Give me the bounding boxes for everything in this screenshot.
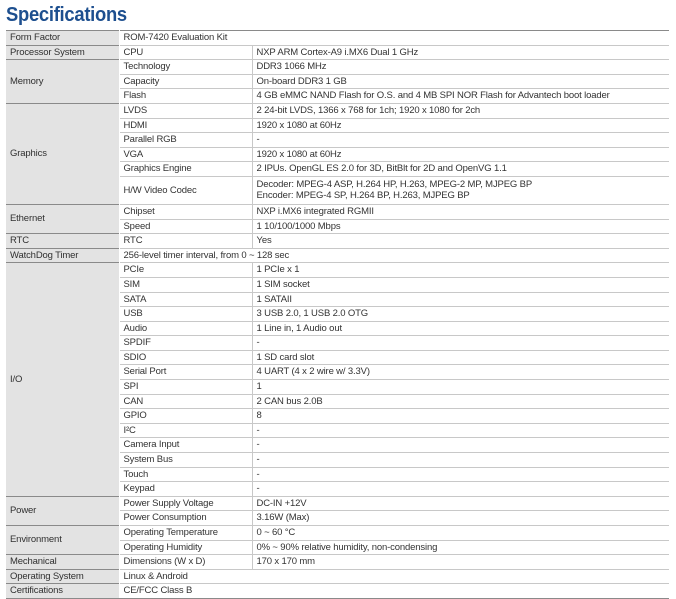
spec-row — [6, 263, 669, 278]
spec-value: 256-level timer interval, from 0 ~ 128 sec — [119, 248, 669, 263]
spec-value: 1 SD card slot — [252, 350, 669, 365]
spec-value: - — [252, 423, 669, 438]
category-rtc: RTC — [6, 234, 119, 249]
spec-value: - — [252, 467, 669, 482]
spec-value: 2 24-bit LVDS, 1366 x 768 for 1ch; 1920 x 1080 for 2ch — [252, 103, 669, 118]
spec-value: 3.16W (Max) — [252, 511, 669, 526]
spec-value: 1 SATAII — [252, 292, 669, 307]
spec-label: Audio — [119, 321, 252, 336]
category-processor-system: Processor System — [6, 45, 119, 60]
spec-value: - — [252, 133, 669, 148]
spec-label: Dimensions (W x D) — [119, 555, 252, 570]
spec-label: Chipset — [119, 204, 252, 219]
spec-value: Linux & Android — [119, 569, 669, 584]
spec-row — [6, 31, 669, 46]
category-form-factor: Form Factor — [6, 31, 119, 46]
spec-value: 1 PCIe x 1 — [252, 263, 669, 278]
spec-value: 4 GB eMMC NAND Flash for O.S. and 4 MB SPI NOR Flash for Advantech boot loader — [252, 89, 669, 104]
spec-value: 1920 x 1080 at 60Hz — [252, 118, 669, 133]
spec-label: Flash — [119, 89, 252, 104]
spec-label: Keypad — [119, 482, 252, 497]
spec-row — [6, 526, 669, 541]
spec-value: 170 x 170 mm — [252, 555, 669, 570]
spec-value: CE/FCC Class B — [119, 584, 669, 599]
spec-label: Operating Humidity — [119, 540, 252, 555]
spec-value — [252, 176, 669, 204]
spec-value: 1920 x 1080 at 60Hz — [252, 147, 669, 162]
spec-row — [6, 584, 669, 599]
spec-value: 0 ~ 60 °C — [252, 526, 669, 541]
spec-label: PCIe — [119, 263, 252, 278]
spec-label: I²C — [119, 423, 252, 438]
spec-label: H/W Video Codec — [119, 176, 252, 204]
spec-label: VGA — [119, 147, 252, 162]
spec-row — [6, 60, 669, 75]
spec-row — [6, 45, 669, 60]
spec-label: RTC — [119, 234, 252, 249]
spec-value: 1 10/100/1000 Mbps — [252, 219, 669, 234]
spec-label: Technology — [119, 60, 252, 75]
spec-label: Parallel RGB — [119, 133, 252, 148]
category-watchdog-timer: WatchDog Timer — [6, 248, 119, 263]
spec-value: 1 SIM socket — [252, 277, 669, 292]
spec-label: SPDIF — [119, 336, 252, 351]
spec-label: HDMI — [119, 118, 252, 133]
spec-value: - — [252, 482, 669, 497]
spec-value: 2 IPUs. OpenGL ES 2.0 for 3D, BitBlt for 2D and OpenVG 1.1 — [252, 162, 669, 177]
category-graphics: Graphics — [6, 103, 119, 204]
spec-label: Touch — [119, 467, 252, 482]
category-environment: Environment — [6, 526, 119, 555]
spec-value: 4 UART (4 x 2 wire w/ 3.3V) — [252, 365, 669, 380]
spec-label: System Bus — [119, 453, 252, 468]
spec-value: 3 USB 2.0, 1 USB 2.0 OTG — [252, 307, 669, 322]
spec-label: Operating Temperature — [119, 526, 252, 541]
category-i-o: I/O — [6, 263, 119, 497]
spec-value-line: Decoder: MPEG-4 ASP, H.264 HP, H.263, MPEG-2 MP, MJPEG BP — [256, 178, 533, 190]
category-memory: Memory — [6, 60, 119, 104]
spec-row — [6, 103, 669, 118]
spec-value: On-board DDR3 1 GB — [252, 74, 669, 89]
spec-label: Camera Input — [119, 438, 252, 453]
spec-row — [6, 496, 669, 511]
spec-value: DC-IN +12V — [252, 496, 669, 511]
spec-row — [6, 555, 669, 570]
spec-value: - — [252, 336, 669, 351]
spec-value: 2 CAN bus 2.0B — [252, 394, 669, 409]
specifications-table — [6, 30, 669, 599]
spec-label: USB — [119, 307, 252, 322]
spec-label: Graphics Engine — [119, 162, 252, 177]
spec-label: Power Supply Voltage — [119, 496, 252, 511]
spec-label: SDIO — [119, 350, 252, 365]
spec-value: ROM-7420 Evaluation Kit — [119, 31, 669, 46]
spec-label: Power Consumption — [119, 511, 252, 526]
spec-value: NXP i.MX6 integrated RGMII — [252, 204, 669, 219]
spec-value: NXP ARM Cortex-A9 i.MX6 Dual 1 GHz — [252, 45, 669, 60]
spec-row — [6, 234, 669, 249]
category-power: Power — [6, 496, 119, 525]
spec-label: SIM — [119, 277, 252, 292]
spec-value: 0% ~ 90% relative humidity, non-condensing — [252, 540, 669, 555]
spec-row — [6, 204, 669, 219]
spec-label: GPIO — [119, 409, 252, 424]
page-title: Specifications — [6, 4, 127, 26]
spec-value: 8 — [252, 409, 669, 424]
category-ethernet: Ethernet — [6, 204, 119, 233]
spec-value: 1 — [252, 380, 669, 395]
spec-label: LVDS — [119, 103, 252, 118]
spec-value: - — [252, 453, 669, 468]
spec-label: CPU — [119, 45, 252, 60]
category-certifications: Certifications — [6, 584, 119, 599]
spec-value: - — [252, 438, 669, 453]
category-operating-system: Operating System — [6, 569, 119, 584]
spec-label: Serial Port — [119, 365, 252, 380]
spec-row — [6, 248, 669, 263]
spec-value: DDR3 1066 MHz — [252, 60, 669, 75]
spec-label: Speed — [119, 219, 252, 234]
category-mechanical: Mechanical — [6, 555, 119, 570]
spec-row — [6, 569, 669, 584]
spec-label: CAN — [119, 394, 252, 409]
spec-label: SATA — [119, 292, 252, 307]
spec-value-line: Encoder: MPEG-4 SP, H.264 BP, H.263, MJPEG BP — [256, 190, 470, 202]
spec-label: Capacity — [119, 74, 252, 89]
spec-value: Yes — [252, 234, 669, 249]
spec-label: SPI — [119, 380, 252, 395]
spec-value: 1 Line in, 1 Audio out — [252, 321, 669, 336]
